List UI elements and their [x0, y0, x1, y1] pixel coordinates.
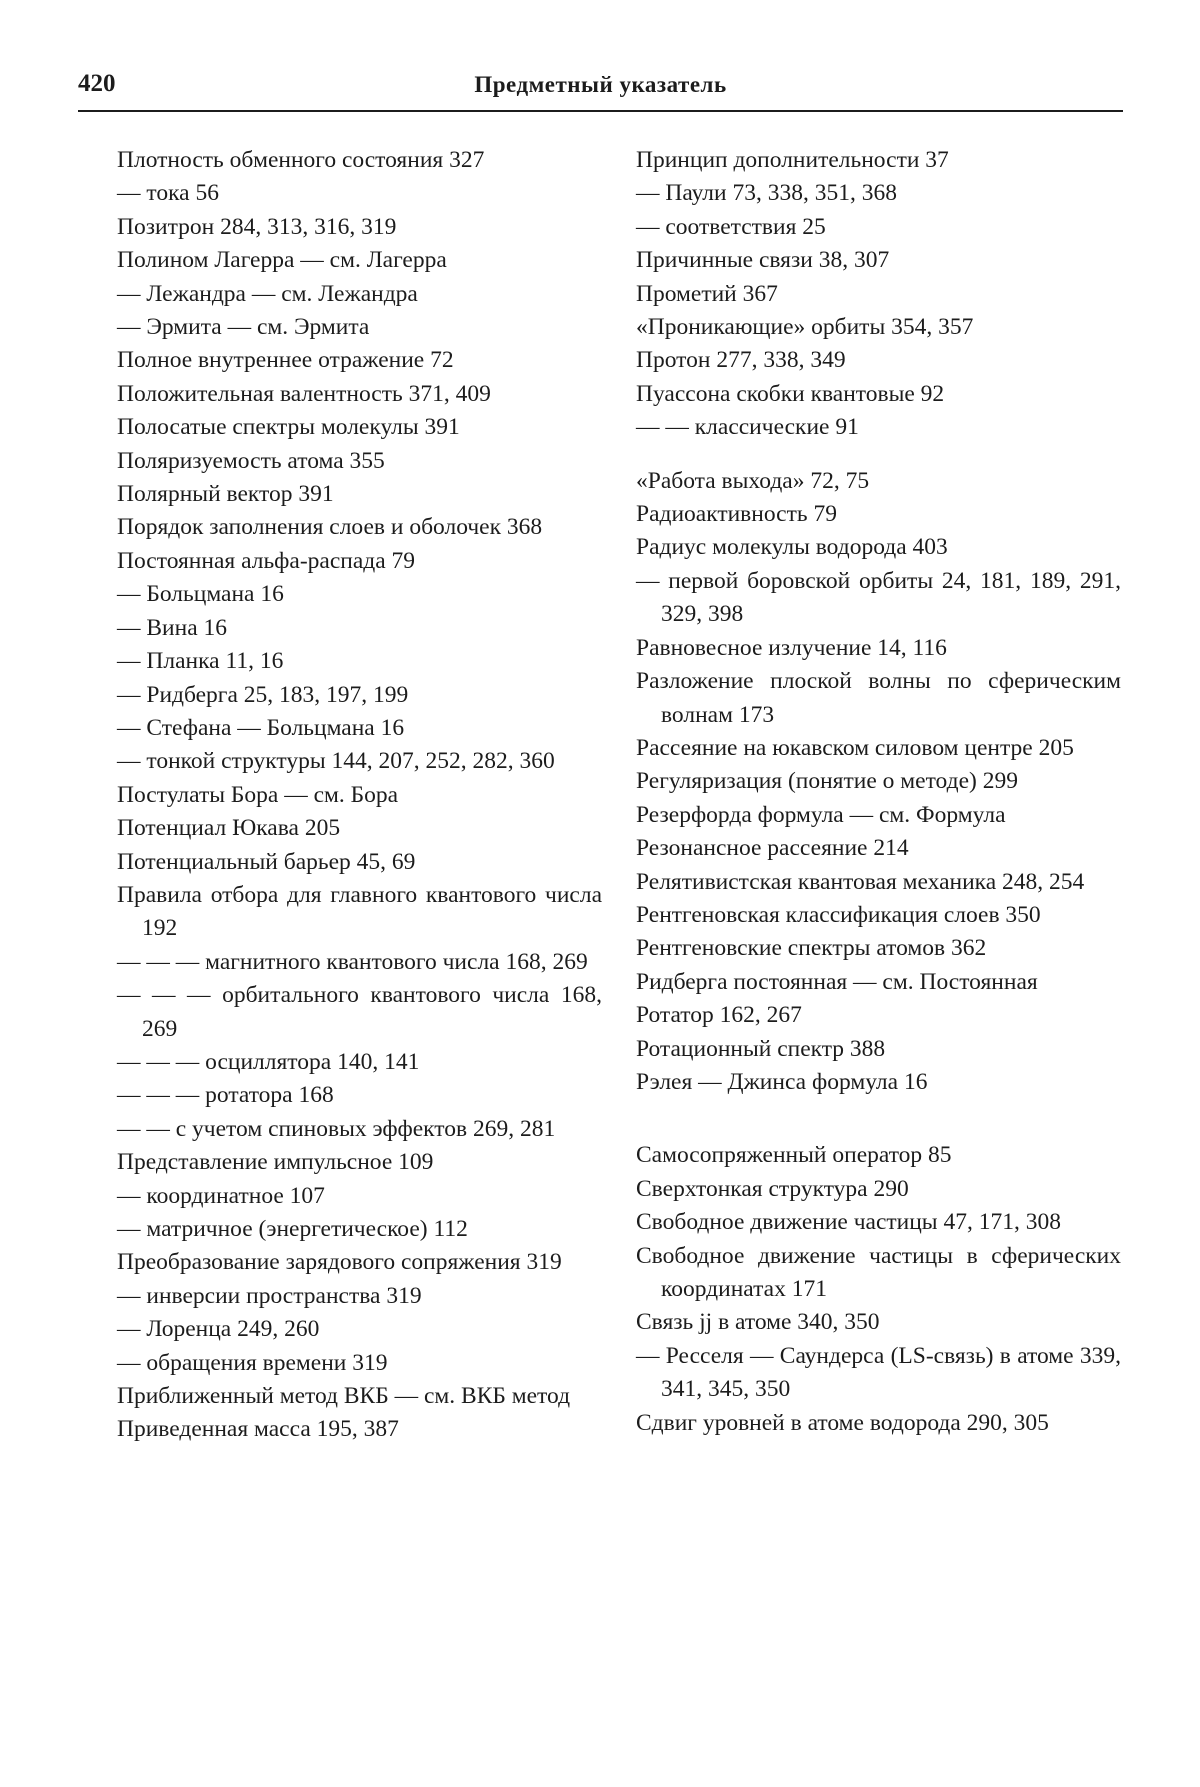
index-entry: Прометий 367	[636, 280, 778, 307]
index-entry: «Проникающие» орбиты 354, 357	[636, 314, 974, 341]
index-entry: — соответствия 25	[636, 213, 826, 240]
index-entry: Ротатор 162, 267	[636, 1002, 802, 1029]
index-entry: — Вина 16	[117, 614, 228, 641]
index-entry: Рэлея — Джинса формула 16	[636, 1068, 928, 1095]
index-entry: «Работа выхода» 72, 75	[636, 467, 870, 494]
index-entry: — Больцмана 16	[117, 581, 284, 608]
index-entry: Поляризуемость атома 355	[117, 447, 385, 474]
index-entry: Постулаты Бора — см. Бора	[117, 781, 399, 808]
page-number: 420	[78, 70, 116, 97]
index-entry: Положительная валентность 371, 409	[117, 380, 491, 407]
index-entry: Пуассона скобки квантовые 92	[636, 380, 945, 407]
index-entry: — Планка 11, 16	[117, 648, 284, 675]
index-entry: Полином Лагерра — см. Лагерра	[117, 247, 447, 274]
index-entry: Разложение плоской волны по сферическим волнам 173	[636, 668, 1121, 728]
page-header	[78, 70, 1123, 106]
index-entry: Позитрон 284, 313, 316, 319	[117, 213, 397, 240]
index-entry: — Ресселя — Саундерса (LS-связь) в атоме 339, 341, 345, 350	[636, 1342, 1121, 1403]
index-entry: — первой боровской орбиты 24, 181, 189, 291, 329, 398	[636, 567, 1121, 628]
index-entry: Плотность обменного состояния 327	[117, 147, 485, 173]
index-entry: — — — осциллятора 140, 141	[117, 1048, 420, 1075]
index-column-left	[117, 144, 602, 1447]
index-entry: — матричное (энергетическое) 112	[117, 1216, 468, 1242]
index-entry: Полосатые спектры молекулы 391	[117, 414, 460, 441]
index-entry: — тока 56	[117, 180, 219, 207]
index-entry: — Эрмита — см. Эрмита	[117, 314, 370, 341]
index-entry: Рассеяние на юкавском силовом центре 205	[636, 734, 1074, 761]
index-entry: — обращения времени 319	[117, 1349, 388, 1376]
index-entry: Свободное движение частицы в сферических координатах 171	[636, 1242, 1121, 1302]
index-entry: — инверсии пространства 319	[117, 1282, 422, 1309]
index-entry: — Паули 73, 338, 351, 368	[636, 180, 897, 207]
header-rule	[78, 110, 1123, 112]
index-entry: Сверхтонкая структура 290	[636, 1175, 909, 1202]
index-entry: — Стефана — Больцмана 16	[117, 714, 405, 741]
index-entry: Связь jj в атоме 340, 350	[636, 1309, 880, 1336]
index-entry: Релятивистская квантовая механика 248, 254	[636, 868, 1085, 895]
index-entry: — — классические 91	[636, 414, 859, 441]
index-entry: Протон 277, 338, 349	[636, 347, 846, 374]
index-entry: Свободное движение частицы 47, 171, 308	[636, 1209, 1061, 1236]
index-entry: Радиус молекулы водорода 403	[636, 534, 948, 561]
index-entry: Постоянная альфа-распада 79	[117, 547, 416, 574]
index-entry: — Лежандра — см. Лежандра	[117, 280, 418, 307]
index-entry: Преобразование зарядового сопряжения 319	[117, 1249, 562, 1276]
index-entry: Резонансное рассеяние 214	[636, 835, 909, 862]
index-entry: — Ридберга 25, 183, 197, 199	[117, 681, 409, 708]
index-entry: Полярный вектор 391	[117, 481, 334, 508]
index-entry: Потенциальный барьер 45, 69	[117, 848, 416, 875]
index-entry: — Лоренца 249, 260	[117, 1316, 320, 1343]
index-entry: Принцип дополнительности 37	[636, 147, 949, 173]
index-entry: Самосопряженный оператор 85	[636, 1142, 952, 1169]
index-entry: Порядок заполнения слоев и оболочек 368	[117, 514, 543, 541]
index-entry: Радиоактивность 79	[636, 501, 837, 528]
index-entry: — координатное 107	[117, 1182, 325, 1209]
index-entry: Равновесное излучение 14, 116	[636, 634, 947, 661]
index-entry: Приближенный метод ВКБ — см. ВКБ метод	[117, 1383, 571, 1410]
index-entry: Приведенная масса 195, 387	[117, 1416, 399, 1443]
index-entry: — — — ротатора 168	[117, 1082, 334, 1109]
index-entry: Сдвиг уровней в атоме водорода 290, 305	[636, 1409, 1049, 1436]
index-entry: Полное внутреннее отражение 72	[117, 347, 454, 374]
index-entry: Регуляризация (понятие о методе) 299	[636, 768, 1018, 795]
running-title: Предметный указатель	[474, 72, 727, 97]
index-entry: Потенциал Юкава 205	[117, 815, 341, 842]
index-column-right	[636, 144, 1121, 1440]
index-entry: Ротационный спектр 388	[636, 1035, 886, 1062]
index-entry: — — — орбитального квантового числа 168, 269	[117, 982, 602, 1042]
index-entry: Ридберга постоянная — см. Постоянная	[636, 968, 1038, 995]
index-entry: Рентгеновская классификация слоев 350	[636, 901, 1041, 928]
index-entry: Причинные связи 38, 307	[636, 247, 890, 274]
index-entry: Рентгеновские спектры атомов 362	[636, 935, 987, 962]
index-entry: Представление импульсное 109	[117, 1149, 434, 1176]
index-entry: — — с учетом спиновых эффектов 269, 281	[117, 1115, 556, 1142]
index-entry: — тонкой структуры 144, 207, 252, 282, 360	[117, 748, 555, 775]
index-entry: Резерфорда формула — см. Формула	[636, 801, 1006, 828]
index-entry: Правила отбора для главного квантового числа 192	[117, 881, 602, 942]
index-entry: — — — магнитного квантового числа 168, 269	[117, 948, 588, 975]
